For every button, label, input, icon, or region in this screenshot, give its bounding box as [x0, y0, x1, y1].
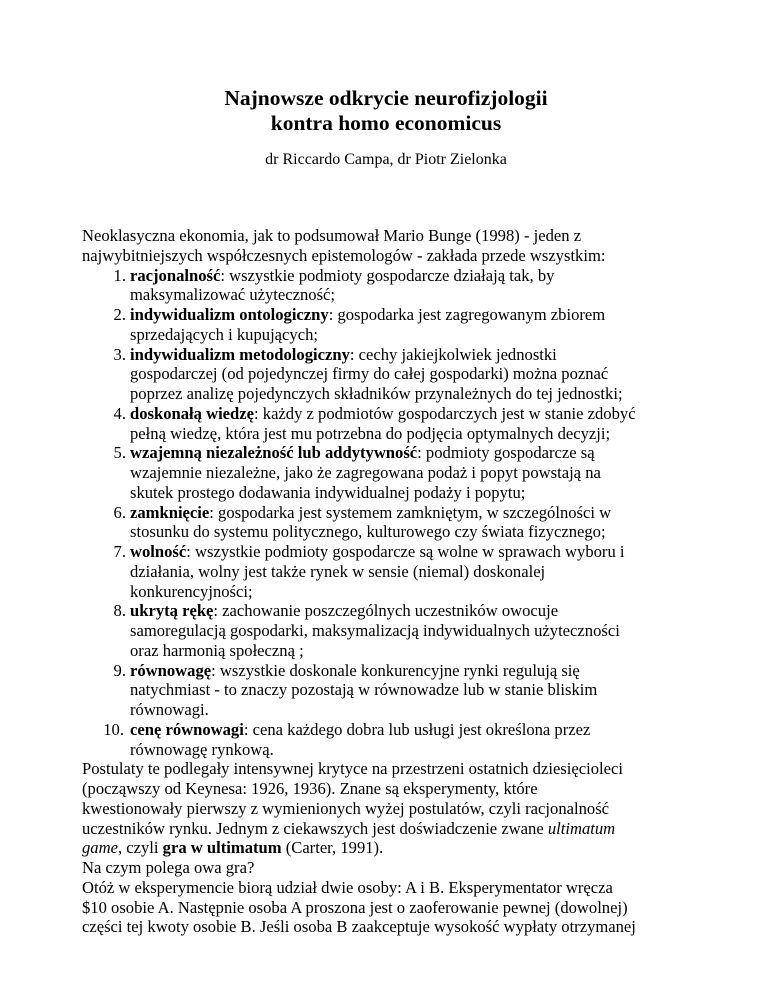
title-line-1: Najnowsze odkrycie neurofizjologii	[224, 86, 548, 110]
list-item: 4. doskonałą wiedzę: każdy z podmiotów gospodarczych jest w stanie zdobyć pełną wiedzę, która jest mu potrzebna do podjęcia optymalnych decyzji;	[113, 403, 636, 443]
list-item: 7. wolność: wszystkie podmioty gospodarcze są wolne w sprawach wyboru i działania, wolny jest także rynek w sensie (niemal) doskonalej konkurencyjności;	[113, 542, 625, 601]
list-item: 2. indywidualizm ontologiczny: gospodarka jest zagregowanym zbiorem sprzedających i kupujących;	[113, 305, 606, 344]
list-item: 1. racjonalność: wszystkie podmioty gospodarcze działają tak, by maksymalizować użyteczność;	[113, 265, 555, 305]
list-item: 3. indywidualizm metodologiczny: cechy jakiejkolwiek jednostki gospodarczej (od pojedynczej firmy do całej gospodarki) można poznać poprzez analizę pojedynczych składników przynależnych do tej jednostki;	[113, 344, 623, 403]
intro-paragraph: Neoklasyczna ekonomia, jak to podsumował Mario Bunge (1998) - jeden z najwybitniejszych współczesnych epistemologów - zakłada przede wszystkim:	[82, 226, 606, 265]
title-line-2: kontra homo economicus	[270, 111, 502, 135]
critique-paragraph: Postulaty te podlegały intensywnej krytyce na przestrzeni ostatnich dziesięcioleci (począwszy od Keynesa: 1926, 1936). Znane są eksperymenty, które kwestionowały pierwszy z wymienionych wyżej postulatów, czyli racjonalność uczestników rynku. Jednym z ciekawszych jest doświadczenie zwane ultimatum game, czyli gra w ultimatum (Carter, 1991).	[82, 759, 623, 858]
question-line: Na czym polega owa gra?	[82, 858, 255, 877]
list-item: 5. wzajemną niezależność lub addytywność: podmioty gospodarcze są wzajemnie niezależne, jako że zagregowana podaż i popyt powstają na skutek prostego dodawania indywidualnej podaży i popytu;	[113, 443, 601, 502]
list-item: 9. równowagę: wszystkie doskonale konkurencyjne rynki regulują się natychmiast - to znaczy pozostają w równowadze lub w stanie bliskim równowagi.	[113, 660, 598, 719]
list-item: 8. ukrytą rękę: zachowanie poszczególnych uczestników owocuje samoregulacją gospodarki, maksymalizacją indywidualnych użyteczności oraz harmonią społeczną ;	[113, 601, 620, 660]
explanation-paragraph: Otóż w eksperymencie biorą udział dwie osoby: A i B. Eksperymentator wręcza $10 osobie A. Następnie osoba A proszona jest o zaoferowanie pewnej (dowolnej) części tej kwoty osobie B. Jeśli osoba B zaakceptuje wysokość wypłaty otrzymanej	[82, 877, 636, 937]
list-item: 10. cenę równowagi: cena każdego dobra lub usługi jest określona przez równowagę rynkową.	[103, 719, 591, 759]
authors: dr Riccardo Campa, dr Piotr Zielonka	[265, 151, 507, 168]
postulates-list	[82, 266, 690, 760]
list-item: 6. zamknięcie: gospodarka jest systemem zamkniętym, w szczególności w stosunku do systemu politycznego, kulturowego czy świata fizycznego;	[113, 502, 612, 542]
document-body	[82, 226, 690, 937]
document-title	[82, 86, 690, 136]
